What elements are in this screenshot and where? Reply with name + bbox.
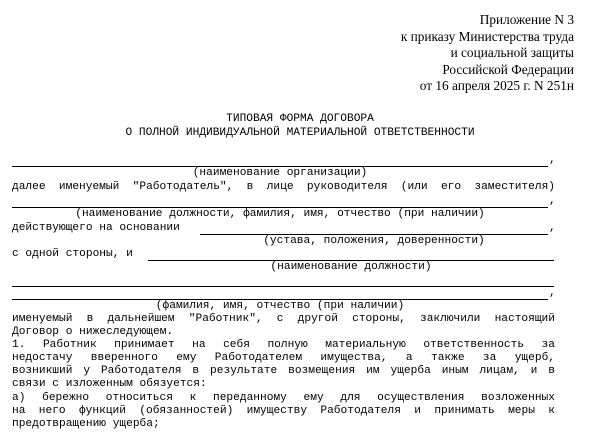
comma: , (549, 287, 556, 299)
employer-line: далее именуемый "Работодатель", в лице руководителя (или его заместителя) (12, 181, 555, 193)
order-reference: к приказу Министерства труда (400, 28, 574, 44)
clause-a-line-2: на него функций (обязанностей) имуществу Работодателя и принимать меры к (12, 405, 555, 417)
clause-1-line-4: связи с изложенным обязуется: (12, 378, 207, 390)
basis-caption: (устава, положения, доверенности) (263, 235, 485, 247)
clause-1-line-2: недостачу вверенного ему Работодателем имущества, а также за ущерб, (12, 352, 555, 364)
comma: , (549, 195, 556, 207)
clause-a-line-1: а) бережно относиться к переданному ему для осуществления возложенных (12, 392, 555, 404)
employee-position-caption: (наименование должности) (270, 261, 432, 273)
side-label: с одной стороны, и (12, 248, 133, 260)
order-date: от 16 апреля 2025 г. N 251н (419, 78, 574, 93)
employee-line: именуемый в дальнейшем "Работник", с другой стороны, заключили настоящий (12, 313, 555, 325)
contract-intro: Договор о нижеследующем. (12, 326, 174, 338)
appendix-number: Приложение N 3 (479, 12, 574, 27)
representative-caption: (наименование должности, фамилия, имя, отчество (при наличии) (75, 208, 485, 220)
document-header (401, 12, 574, 95)
comma: , (549, 154, 556, 166)
ministry-line: и социальной защиты (450, 45, 574, 60)
clause-1-line-3: возникший у Работодателя в результате возмещения им ущерба иным лицам, и в (12, 365, 555, 377)
employee-name-field-line-1[interactable] (12, 286, 554, 287)
country-line: Российской Федерации (442, 61, 574, 77)
basis-label: действующего на основании (12, 222, 180, 234)
comma: , (549, 222, 556, 234)
employee-name-caption: (фамилия, имя, отчество (при наличии) (155, 300, 405, 312)
form-title-line1: ТИПОВАЯ ФОРМА ДОГОВОРА (226, 113, 374, 125)
clause-1-line-1: 1. Работник принимает на себя полную материальную ответственность за (12, 339, 555, 351)
form-title-line2: О ПОЛНОЙ ИНДИВИДУАЛЬНОЙ МАТЕРИАЛЬНОЙ ОТВЕТСТВЕННОСТИ (125, 127, 475, 139)
organization-caption: (наименование организации) (192, 167, 368, 179)
clause-a-line-3: предотвращению ущерба; (12, 418, 160, 430)
